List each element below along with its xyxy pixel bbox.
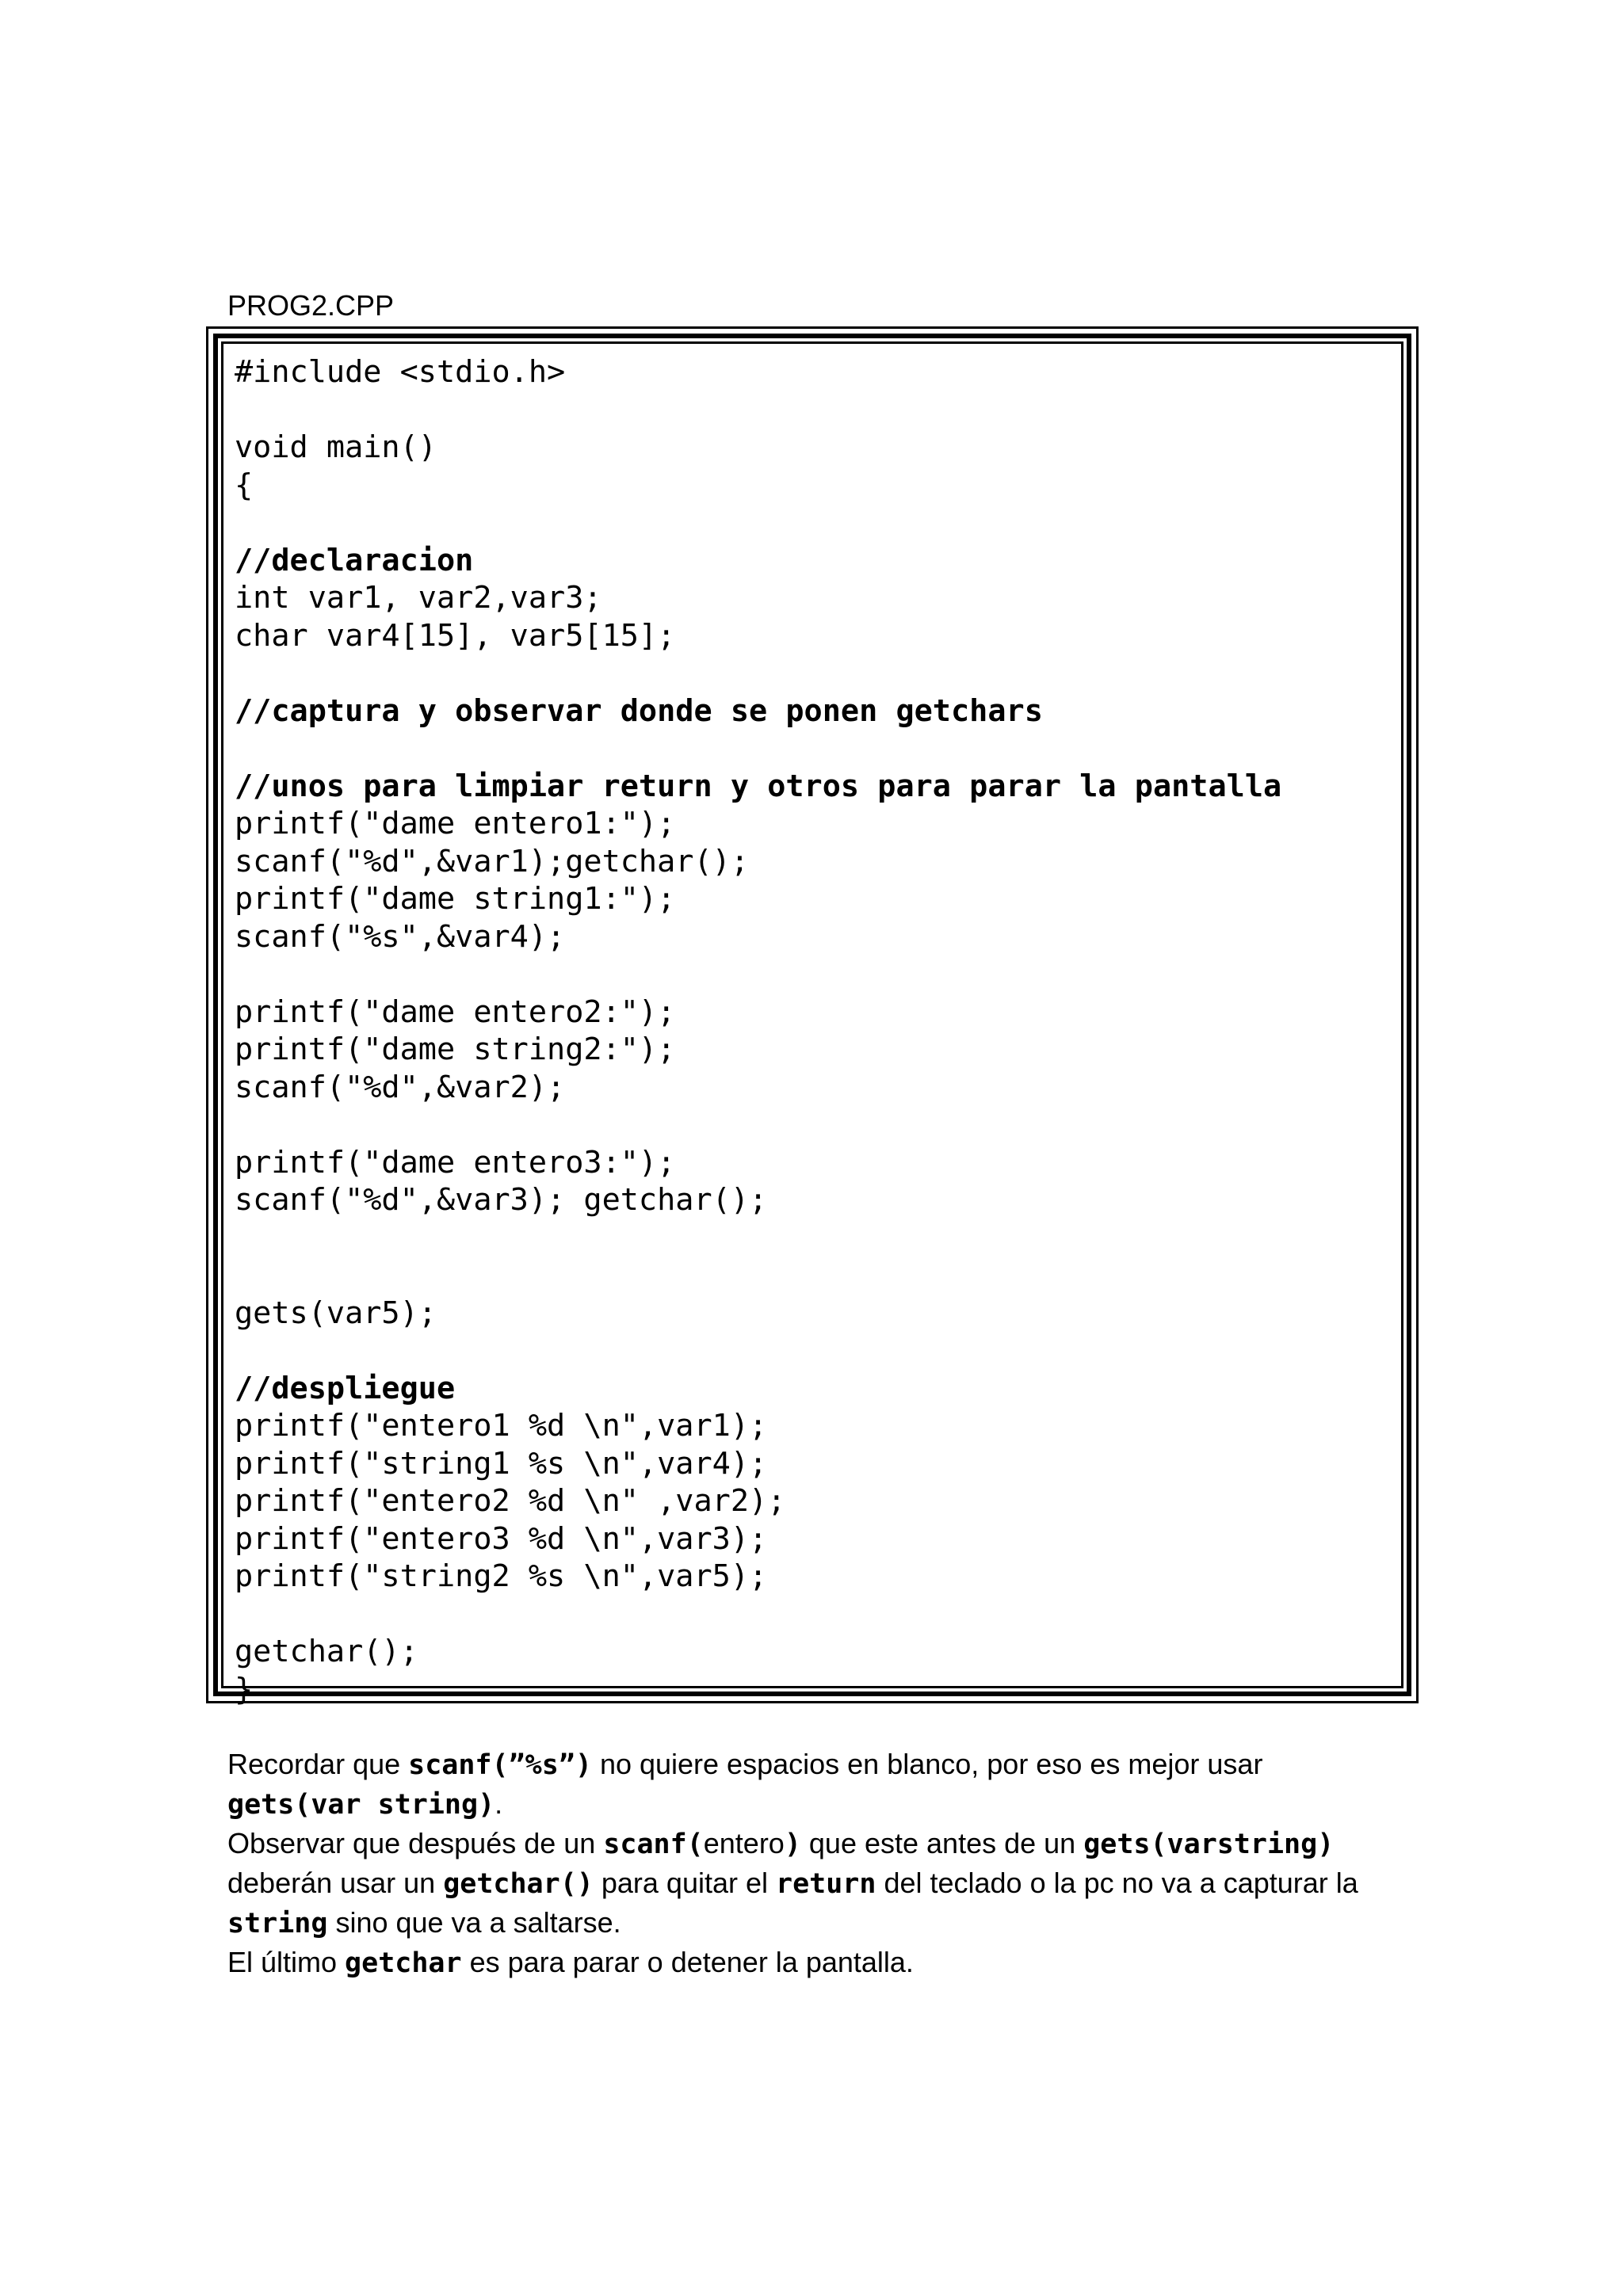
code-line [235, 1219, 1281, 1257]
code-line [235, 1332, 1281, 1370]
note-line-5: string sino que va a saltarse. [227, 1906, 621, 1939]
code-line: printf("string2 %s \n",var5); [235, 1558, 768, 1594]
code-line: scanf("%d",&var1);getchar(); [235, 843, 750, 879]
explanation-notes [227, 1745, 1432, 1982]
code-line: printf("entero1 %d \n",var1); [235, 1408, 768, 1444]
code-keyword: string [227, 1908, 328, 1939]
code-line: printf("dame entero1:"); [235, 806, 676, 841]
code-line [235, 391, 1281, 429]
code-line [235, 1596, 1281, 1634]
note-line-4: deberán usar un getchar() para quitar el return del teclado o la pc no va a capturar la [227, 1867, 1358, 1900]
code-keyword: getchar [345, 1947, 462, 1979]
code-line: printf("string1 %s \n",var4); [235, 1445, 768, 1482]
code-line: } [235, 1671, 254, 1707]
code-keyword: scanf( [603, 1829, 704, 1860]
code-line [235, 955, 1281, 994]
code-line: printf("entero3 %d \n",var3); [235, 1520, 768, 1557]
code-line: void main() [235, 429, 437, 465]
code-comment-line: //unos para limpiar return y otros para parar la pantalla [235, 768, 1282, 804]
note-line-2: gets(var string). [227, 1787, 503, 1821]
code-line: scanf("%d",&var3); getchar(); [235, 1182, 768, 1218]
code-keyword: gets(varstring) [1083, 1829, 1335, 1860]
code-listing-frame [206, 326, 1419, 1707]
code-keyword: gets(var string) [227, 1789, 495, 1821]
code-line: char var4[15], var5[15]; [235, 617, 676, 654]
code-line: int var1, var2,var3; [235, 580, 602, 616]
code-line: gets(var5); [235, 1295, 437, 1331]
document-title: PROG2.CPP [227, 289, 395, 322]
code-keyword: getchar() [443, 1868, 594, 1900]
code-listing [235, 353, 1281, 1708]
code-line [235, 504, 1281, 542]
code-line: scanf("%d",&var2); [235, 1069, 566, 1105]
code-line: printf("dame entero3:"); [235, 1144, 676, 1180]
code-line: #include <stdio.h> [235, 354, 566, 390]
code-line [235, 1106, 1281, 1144]
code-comment-line: //despliegue [235, 1370, 456, 1406]
code-line: getchar(); [235, 1634, 418, 1669]
code-line [235, 730, 1281, 768]
code-comment-line: //captura y observar donde se ponen getchars [235, 692, 1043, 729]
note-line-6: El último getchar es para parar o detener la pantalla. [227, 1946, 914, 1979]
code-line [235, 1257, 1281, 1295]
code-line: { [235, 467, 254, 503]
code-line: printf("dame string2:"); [235, 1032, 676, 1067]
note-line-3: Observar que después de un scanf(entero) que este antes de un gets(varstring) [227, 1827, 1335, 1860]
code-keyword: scanf(”%s”) [408, 1749, 592, 1781]
code-keyword: return [776, 1868, 876, 1900]
code-line: scanf("%s",&var4); [235, 918, 566, 955]
code-comment-line: //declaracion [235, 542, 474, 578]
code-line [235, 654, 1281, 692]
code-line: printf("dame entero2:"); [235, 994, 676, 1030]
code-line: printf("dame string1:"); [235, 881, 676, 917]
code-line: printf("entero2 %d \n" ,var2); [235, 1483, 786, 1519]
note-line-1: Recordar que scanf(”%s”) no quiere espacios en blanco, por eso es mejor usar [227, 1748, 1263, 1781]
code-keyword: ) [784, 1829, 801, 1860]
